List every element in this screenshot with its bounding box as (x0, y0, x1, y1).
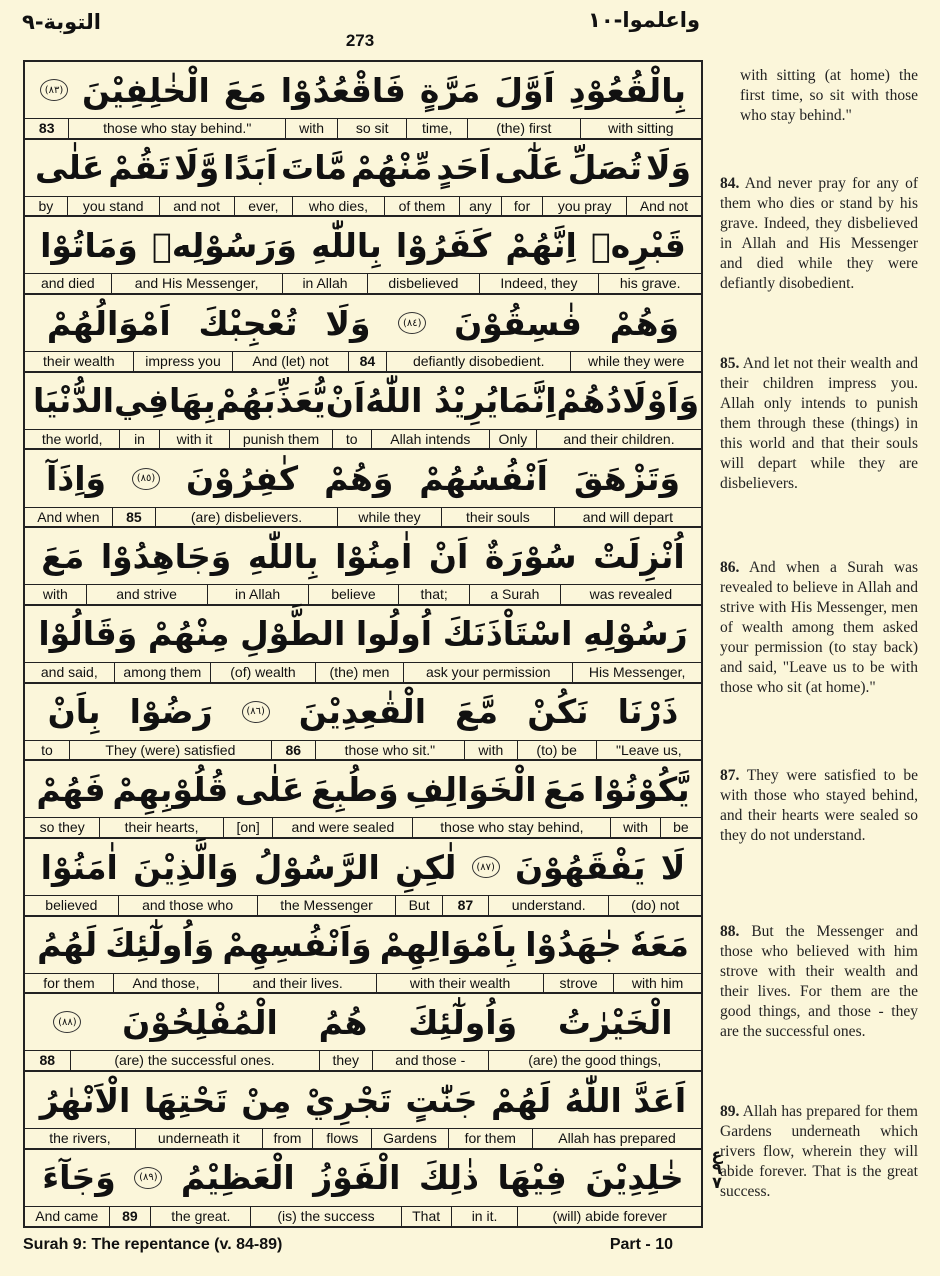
gloss-cell: Gardens (371, 1129, 447, 1148)
verse-row (25, 528, 701, 606)
arabic-word: مَعَ (41, 536, 85, 576)
verse-number-cell: 86 (271, 741, 315, 760)
arabic-word: فِيْهَا (497, 1158, 567, 1198)
gloss-cell: to (41, 741, 53, 758)
gloss-cell: be (660, 818, 701, 837)
gloss-cell: and strive (86, 585, 207, 604)
gloss-cell: with it (159, 430, 230, 449)
arabic-word: ذَرْنَا (617, 692, 679, 732)
arabic-word: قُلُوْبِهِمْ (112, 769, 229, 809)
arabic-word: اٰمِنُوْا (335, 536, 413, 576)
arabic-word: خٰلِدِيْنَ (585, 1158, 684, 1198)
english-gloss-line (25, 273, 701, 293)
arabic-word: اَنْ (428, 536, 469, 576)
arabic-line (25, 684, 701, 740)
verse-row (25, 606, 701, 684)
arabic-word: وَهُمْ (324, 459, 394, 498)
arabic-word: وَاُولٰٓئِكَ (408, 1002, 518, 1042)
arabic-word: يَّكُوْنُوْا (592, 769, 690, 809)
translation-verse (720, 922, 918, 1042)
arabic-word: اِنَّهُمْ (505, 225, 577, 265)
arabic-word: لٰكِنِ (395, 847, 457, 887)
arabic-word: اَنْ (325, 381, 366, 421)
arabic-word: بِاَنْ (47, 692, 101, 732)
gloss-cell: His Messenger, (572, 663, 701, 682)
arabic-line (25, 62, 701, 118)
gloss-cell: And not (626, 197, 701, 216)
arabic-line (25, 761, 701, 817)
gloss-cell: disbelieved (367, 274, 478, 293)
juz-name-arabic: واعلموا-١٠ (588, 8, 700, 32)
arabic-word: عَلٰى (34, 148, 105, 188)
gloss-cell: his grave. (598, 274, 701, 293)
arabic-word: وَمَاتُوْا (40, 225, 138, 265)
gloss-cell: (do) not (608, 896, 701, 915)
arabic-word: مَعَ (543, 769, 587, 809)
english-gloss-line (25, 817, 701, 837)
verse-row (25, 451, 701, 529)
gloss-cell: impress you (133, 352, 233, 371)
gloss-cell: they (319, 1051, 372, 1070)
translation-verse (720, 66, 918, 126)
gloss-cell: any (459, 197, 501, 216)
arabic-word: الْخٰلِفِيْنَ (81, 70, 210, 110)
translation-verse (720, 354, 918, 494)
gloss-cell: (are) the successful ones. (70, 1051, 319, 1070)
arabic-word: اُولُوا (355, 614, 433, 654)
arabic-word: الْعَظِيْمُ (180, 1158, 295, 1198)
arabic-word: وَاَنْفُسِهِمْ (222, 925, 372, 965)
gloss-cell: the Messenger (257, 896, 396, 915)
arabic-word: اَنْفُسُهُمْ (419, 459, 548, 498)
english-gloss-line (25, 740, 701, 760)
translation-verse (720, 558, 918, 698)
verse-row (25, 839, 701, 917)
arabic-word: الْخَوَالِفِ (405, 769, 537, 809)
arabic-word: الْمُفْلِحُوْنَ (122, 1002, 278, 1042)
english-gloss-line (25, 662, 701, 682)
gloss-cell: (is) the success (250, 1207, 400, 1226)
arabic-word: تُعْجِبْكَ (198, 303, 298, 343)
gloss-cell: in Allah (282, 274, 368, 293)
gloss-cell: in it. (451, 1207, 518, 1226)
page-footer (23, 1236, 703, 1262)
arabic-word: الْفَوْزُ (313, 1158, 401, 1198)
gloss-cell: the rivers, (49, 1130, 111, 1147)
arabic-word: لَا (660, 847, 686, 887)
gloss-cell: They (were) satisfied (69, 741, 271, 760)
gloss-cell: the great. (150, 1207, 250, 1226)
gloss-cell: But (395, 896, 441, 915)
english-gloss-line (25, 973, 701, 993)
arabic-word: وَطُبِعَ (311, 769, 399, 809)
gloss-cell: in (119, 430, 158, 449)
arabic-word: يُّعَذِّبَهُمْ (215, 381, 326, 421)
gloss-cell: and said, (40, 663, 98, 680)
gloss-cell: (of) wealth (210, 663, 315, 682)
arabic-word: اَمْوَالُهُمْ (46, 303, 171, 343)
gloss-cell: with (464, 741, 517, 760)
gloss-cell: And came (35, 1207, 99, 1224)
arabic-word: مَعَهٗ (629, 925, 689, 965)
arabic-line (25, 839, 701, 895)
verse-number-cell: 89 (109, 1207, 151, 1226)
gloss-cell: who dies, (292, 197, 384, 216)
arabic-word: وَاِذَآ (45, 459, 107, 498)
gloss-cell: of them (384, 197, 459, 216)
arabic-word: الْخَيْرٰتُ (557, 1002, 673, 1042)
arabic-word: اَحَدٍ (436, 148, 491, 188)
arabic-word: تَحْتِهَا (143, 1080, 228, 1120)
arabic-word: بِاللّٰهِ (311, 225, 382, 265)
arabic-word: وَاَوْلَادُهُمْ (556, 381, 700, 421)
verse-row (25, 140, 701, 218)
arabic-word: بِالْقُعُوْدِ (568, 70, 686, 110)
gloss-cell: their hearts, (99, 818, 223, 837)
arabic-word: وَلَا (645, 148, 692, 188)
gloss-cell: and those who (118, 896, 257, 915)
translation-verse-text: They were satisfied to be with those who stayed behind, and their hearts were sealed so they do not understand. (720, 767, 918, 844)
arabic-word: اُنْزِلَتْ (593, 536, 685, 576)
arabic-line (25, 373, 701, 429)
verse-number-cell: 83 (38, 120, 55, 136)
arabic-word: وَجَآءَ (42, 1158, 116, 1198)
arabic-word: مَعَ (223, 70, 267, 110)
ayah-end-marker: (٨٣) (40, 79, 68, 101)
gloss-cell: (are) disbelievers. (155, 508, 337, 527)
arabic-word: كٰفِرُوْنَ (185, 459, 299, 498)
gloss-cell: and His Messenger, (111, 274, 282, 293)
arabic-word: لَهُمْ (491, 1080, 552, 1120)
arabic-line (25, 451, 701, 507)
gloss-cell: those who stay behind, (412, 818, 610, 837)
verse-row (25, 917, 701, 995)
gloss-cell: "Leave us, (596, 741, 701, 760)
arabic-word: مِنْ (241, 1080, 292, 1120)
gloss-cell: with sitting (580, 119, 701, 138)
verse-row (25, 684, 701, 762)
arabic-word: مِّنْهُمْ (350, 148, 433, 188)
gloss-cell: time, (406, 119, 467, 138)
gloss-cell: Allah has prepared (532, 1129, 701, 1148)
translation-verse-text: But the Messenger and those who believed with him strove with their wealth and their lives. For them are the good things, and those - they are the successful ones. (720, 923, 919, 1040)
arabic-word: مِنْهُمْ (147, 614, 230, 654)
translation-verse-text: And never pray for any of them who dies or stand by his grave. Indeed, they disbelieved in Allah and His Messenger and died while they were defiantly disobedient. (720, 175, 918, 292)
english-gloss-line (25, 351, 701, 371)
translation-verse-text: And when a Surah was revealed to believe in Allah and strive with His Messenger, men of wealth among them asked your permission (to stay back) and said, "Leave us to be with those who sit (at home)." (720, 559, 918, 696)
verse-row (25, 373, 701, 451)
gloss-cell: a Surah (469, 585, 560, 604)
verse-number-cell: 88 (39, 1052, 56, 1069)
arabic-word: عَلٰٓى (494, 148, 564, 188)
gloss-cell: from (262, 1129, 313, 1148)
translation-verse (720, 174, 918, 294)
english-gloss-line (25, 1050, 701, 1070)
arabic-word: تُصَلِّ (567, 148, 643, 188)
gloss-cell: to (332, 430, 371, 449)
arabic-line (25, 217, 701, 273)
arabic-word: ذٰلِكَ (418, 1158, 479, 1198)
arabic-word: اَوَّلَ (494, 70, 555, 110)
english-gloss-line (25, 507, 701, 527)
gloss-cell: believe (308, 585, 399, 604)
gloss-cell: Indeed, they (479, 274, 599, 293)
verse-row (25, 761, 701, 839)
gloss-cell: for them (43, 974, 95, 991)
arabic-line (25, 295, 701, 351)
ayah-end-marker: (٨٦) (242, 701, 270, 723)
gloss-cell: underneath it (135, 1129, 262, 1148)
arabic-word: الْقٰعِدِيْنَ (298, 692, 427, 732)
verse-row (25, 1150, 701, 1228)
arabic-word: تَقُمْ (108, 148, 171, 188)
gloss-cell: strove (543, 974, 613, 993)
arabic-word: اٰمَنُوْا (40, 847, 118, 887)
gloss-cell: with (285, 119, 337, 138)
arabic-word: نَكُنْ (527, 692, 589, 732)
arabic-word: الْاَنْهٰرُ (39, 1080, 131, 1120)
arabic-word: يَفْقَهُوْنَ (514, 847, 646, 887)
arabic-word: اسْتَاْذَنَكَ (442, 614, 573, 654)
arabic-word: اِنَّمَا (498, 381, 557, 421)
arabic-word: بِاللّٰهِ (247, 536, 319, 576)
translation-verse-number: 86. (720, 559, 740, 576)
arabic-word: جٰهَدُوْا (525, 925, 622, 965)
gloss-cell: so they (39, 819, 85, 836)
gloss-cell: punish them (229, 430, 331, 449)
arabic-word: يُرِيْدُ اللّٰهُ (365, 381, 499, 421)
arabic-line (25, 994, 701, 1050)
gloss-cell: with (610, 818, 659, 837)
arabic-word: الدُّنْيَا (33, 381, 115, 421)
gloss-cell: the world, (41, 430, 103, 447)
gloss-cell: And (let) not (232, 352, 347, 371)
arabic-word: هُمُ (318, 1002, 368, 1042)
page-number: 273 (345, 31, 375, 50)
gloss-cell: in Allah (207, 585, 308, 604)
verse-row (25, 1072, 701, 1150)
gloss-cell: and their children. (536, 430, 701, 449)
gloss-cell: And when (37, 508, 100, 525)
arabic-word: وَاُولٰٓئِكَ (105, 925, 215, 965)
gloss-cell: with their wealth (376, 974, 543, 993)
arabic-line (25, 528, 701, 584)
gloss-cell: Only (489, 430, 536, 449)
english-gloss-line (25, 118, 701, 138)
gloss-cell: ask your permission (403, 663, 572, 682)
gloss-cell: among them (114, 663, 211, 682)
gloss-cell: and were sealed (272, 818, 412, 837)
gloss-cell: And those, (113, 974, 218, 993)
arabic-word: قَبْرِهٖ (590, 225, 686, 265)
gloss-cell: while they (337, 508, 441, 527)
gloss-cell: Allah intends (371, 430, 489, 449)
english-gloss-line (25, 895, 701, 915)
footer-surah-label: Surah 9: The repentance (v. 84-89) (23, 1236, 283, 1253)
surah-name-arabic: التوبة-٩ (22, 10, 101, 34)
arabic-word: الرَّسُوْلُ (253, 847, 380, 887)
arabic-line (25, 140, 701, 196)
arabic-line (25, 917, 701, 973)
gloss-cell: and those - (372, 1051, 488, 1070)
arabic-word: وَّلَا (174, 148, 220, 188)
gloss-cell: and not (159, 197, 234, 216)
verse-row (25, 295, 701, 373)
gloss-cell: flows (312, 1129, 371, 1148)
arabic-word: تَجْرِيْ (304, 1080, 392, 1120)
translation-verse-number: 84. (720, 175, 740, 192)
verse-number-cell: 85 (112, 508, 155, 527)
arabic-word: مَّعَ (455, 692, 499, 732)
gloss-cell: with him (613, 974, 701, 993)
gloss-cell: That (401, 1207, 451, 1226)
arabic-word: وَلَا (325, 303, 371, 343)
translation-verse (720, 1102, 918, 1202)
ayah-end-marker: (٨٩) (134, 1167, 162, 1189)
arabic-word: مَرَّةٍ (419, 70, 481, 110)
arabic-word: وَرَسُوْلِهٖ (152, 225, 297, 265)
gloss-cell: [on] (223, 818, 272, 837)
arabic-word: وَهُمْ (609, 303, 680, 343)
gloss-cell: and will depart (554, 508, 701, 527)
gloss-cell: for (501, 197, 543, 216)
verse-number-cell: 84 (348, 352, 386, 371)
gloss-cell: you pray (542, 197, 625, 216)
arabic-word: فَهُمْ (36, 769, 106, 809)
arabic-line (25, 606, 701, 662)
arabic-word: لَهُمُ (37, 925, 98, 965)
ayah-end-marker: (٨٥) (132, 468, 160, 490)
gloss-cell: that; (398, 585, 469, 604)
arabic-word: بِهَا (169, 381, 216, 421)
arabic-word: وَتَزْهَقَ (573, 459, 681, 498)
verse-row (25, 62, 701, 140)
arabic-line (25, 1150, 701, 1206)
gloss-cell: those who sit." (315, 741, 464, 760)
footer-part-label: Part - 10 (609, 1236, 673, 1253)
arabic-word: اَعَدَّ اللّٰهُ (564, 1080, 687, 1120)
gloss-cell: (to) be (517, 741, 596, 760)
ruku-marker: ع ٩ ٧ (711, 1145, 723, 1192)
ayah-end-marker: (٨٨) (53, 1011, 81, 1033)
gloss-cell: was revealed (560, 585, 701, 604)
gloss-cell: believed (45, 897, 98, 913)
arabic-word: وَالَّذِيْنَ (133, 847, 239, 887)
english-gloss-line (25, 1128, 701, 1148)
gloss-cell: (the) first (467, 119, 580, 138)
gloss-cell: (will) abide forever (517, 1207, 701, 1226)
arabic-word: بِاَمْوَالِهِمْ (379, 925, 518, 965)
arabic-word: وَجَاهِدُوْا (100, 536, 232, 576)
arabic-word: رَسُوْلِهِ (583, 614, 688, 654)
translation-verse-number: 88. (720, 923, 740, 940)
translation-verse-text: with sitting (at home) the first time, so sit with those who stay behind." (740, 67, 918, 124)
gloss-cell: their souls (441, 508, 554, 527)
translation-verse (720, 766, 918, 846)
ayah-end-marker: (٨٧) (472, 856, 500, 878)
arabic-word: اَبَدًا (223, 148, 278, 188)
gloss-cell: ever, (234, 197, 292, 216)
arabic-line (25, 1072, 701, 1128)
arabic-word: سُوْرَةٌ (484, 536, 577, 576)
translation-verse-text: Allah has prepared for them Gardens underneath which rivers flow, wherein they will abide forever. That is the great success. (720, 1103, 918, 1200)
gloss-cell: their wealth (43, 353, 115, 370)
gloss-cell: for them (448, 1129, 533, 1148)
gloss-cell: with (42, 586, 68, 603)
page-header (0, 0, 940, 62)
arabic-word: الطَّوْلِ (240, 614, 346, 654)
translation-verse-text: And let not their wealth and their children impress you. Allah only intends to punish them through these (things) in this world and that their souls will depart while they are disbelievers. (720, 355, 918, 492)
translation-verse-number: 85. (720, 355, 740, 372)
gloss-cell: (the) men (315, 663, 404, 682)
ayah-end-marker: (٨٤) (398, 312, 426, 334)
gloss-cell: defiantly disobedient. (386, 352, 570, 371)
verse-number-cell: 87 (442, 896, 488, 915)
english-gloss-line (25, 584, 701, 604)
gloss-cell: (are) the good things, (488, 1051, 701, 1070)
gloss-cell: and died (40, 275, 95, 292)
arabic-word: فِي (114, 381, 170, 421)
gloss-cell: you stand (67, 197, 159, 216)
gloss-cell: while they were (570, 352, 701, 371)
english-gloss-line (25, 429, 701, 449)
gloss-cell: those who stay behind." (68, 119, 285, 138)
gloss-cell: and their lives. (218, 974, 376, 993)
arabic-word: جَنّٰتٍ (405, 1080, 478, 1120)
arabic-word: عَلٰى (234, 769, 305, 809)
gloss-cell: so sit (337, 119, 406, 138)
english-gloss-line (25, 1206, 701, 1226)
word-by-word-grid (23, 60, 703, 1228)
verse-row (25, 994, 701, 1072)
gloss-cell: by (38, 197, 54, 214)
arabic-word: رَضُوْا (129, 692, 213, 732)
verse-row (25, 217, 701, 295)
arabic-word: مَّاتَ (281, 148, 348, 188)
arabic-word: كَفَرُوْا (395, 225, 492, 265)
arabic-word: وَقَالُوْا (38, 614, 138, 654)
arabic-word: فَاقْعُدُوْا (280, 70, 406, 110)
translation-verse-number: 87. (720, 767, 740, 784)
gloss-cell: understand. (488, 896, 608, 915)
english-gloss-line (25, 196, 701, 216)
translation-verse-number: 89. (720, 1103, 740, 1120)
arabic-word: فٰسِقُوْنَ (454, 303, 582, 343)
